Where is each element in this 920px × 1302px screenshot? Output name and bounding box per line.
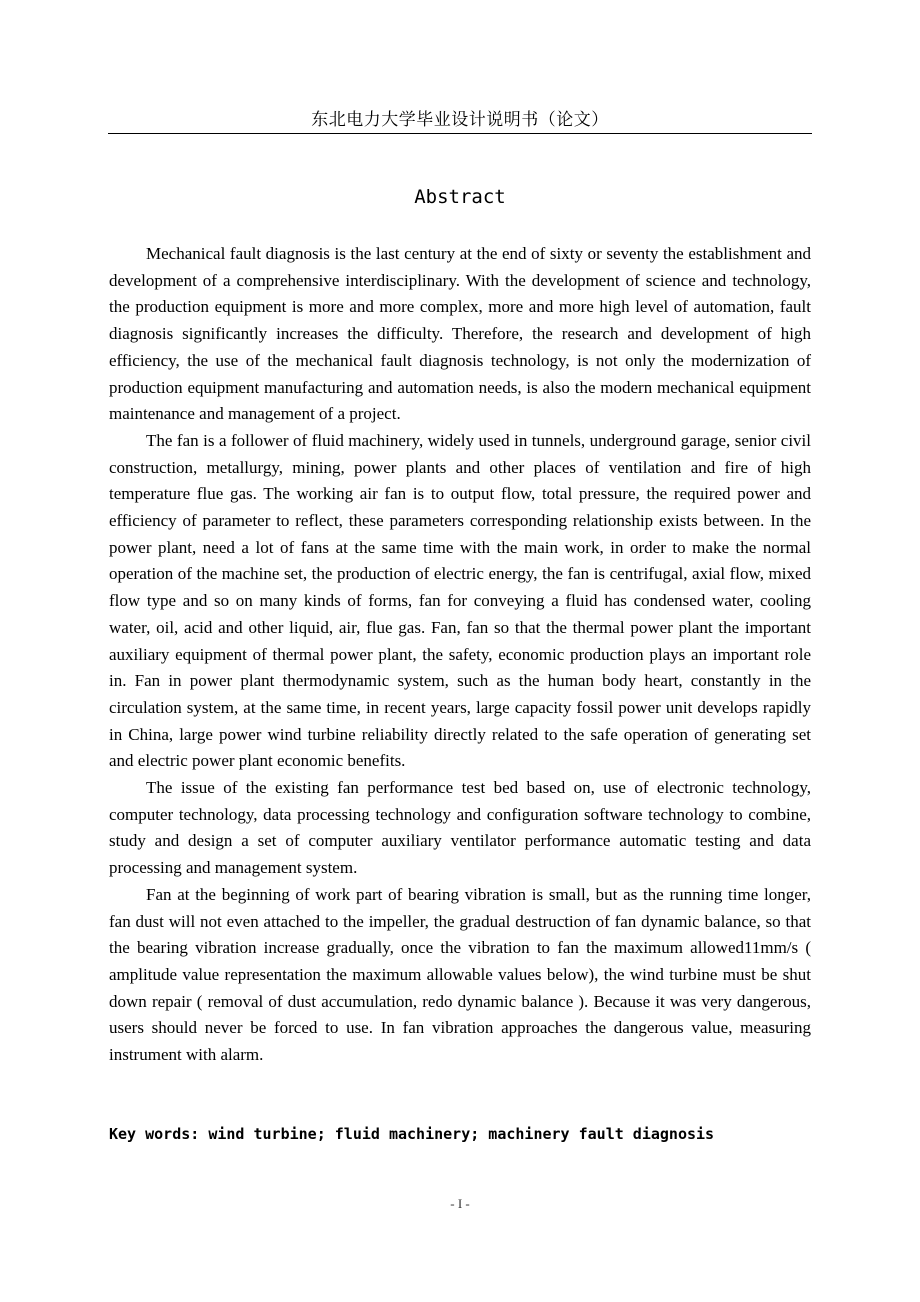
abstract-paragraph: Mechanical fault diagnosis is the last century at the end of sixty or seventy the establishment and development of a comprehensive interdisciplinary. With the development of science and technology, the production equipment is more and more complex, more and more high level of automation, fault diagnosis significantly increases the difficulty. Therefore, the research and development of high efficiency, the use of the mechanical fault diagnosis technology, is not only the modernization of production equipment manufacturing and automation needs, is also the modern mechanical equipment maintenance and management of a project. bbox=[109, 244, 811, 424]
abstract-paragraph: The fan is a follower of fluid machinery, widely used in tunnels, underground garage, senior civil construction, metallurgy, mining, power plants and other places of ventilation and fire of high temperature flue gas. The working air fan is to output flow, total pressure, the required power and efficiency of parameter to reflect, these parameters corresponding relationship exists between. In the power plant, need a lot of fans at the same time with the main work, in order to make the normal operation of the machine set, the production of electric energy, the fan is centrifugal, axial flow, mixed flow type and so on many kinds of forms, fan for conveying a fluid has condensed water, cooling water, oil, acid and other liquid, air, flue gas. Fan, fan so that the thermal power plant the important auxiliary equipment of thermal power plant, the safety, economic production plays an important role in. Fan in power plant thermodynamic system, such as the human body heart, constantly in the circulation system, at the same time, in recent years, large capacity fossil power unit develops rapidly in China, large power wind turbine reliability directly related to the safe operation of generating set and electric power plant economic benefits. bbox=[109, 430, 811, 771]
keywords-line: Key words: wind turbine; fluid machinery; machinery fault diagnosis bbox=[109, 1125, 715, 1143]
abstract-body bbox=[109, 241, 811, 1069]
page-header-title: 东北电力大学毕业设计说明书（论文） bbox=[311, 110, 609, 129]
abstract-paragraph: The issue of the existing fan performance test bed based on, use of electronic technology, computer technology, data processing technology and configuration software technology to combine, study and design a set of computer auxiliary ventilator performance automatic testing and data processing and management system. bbox=[109, 778, 811, 878]
abstract-paragraph: Fan at the beginning of work part of bearing vibration is small, but as the running time longer, fan dust will not even attached to the impeller, the gradual destruction of fan dynamic balance, so that the bearing vibration increase gradually, once the vibration to fan the maximum allowed11mm/s ( amplitude value representation the maximum allowable values below), the wind turbine must be shut down repair ( removal of dust accumulation, redo dynamic balance ). Because it was very dangerous, users should never be forced to use. In fan vibration approaches the dangerous value, measuring instrument with alarm. bbox=[109, 884, 811, 1065]
page-number: - I - bbox=[450, 1196, 470, 1211]
abstract-heading: Abstract bbox=[414, 186, 506, 208]
header-divider bbox=[108, 133, 812, 134]
